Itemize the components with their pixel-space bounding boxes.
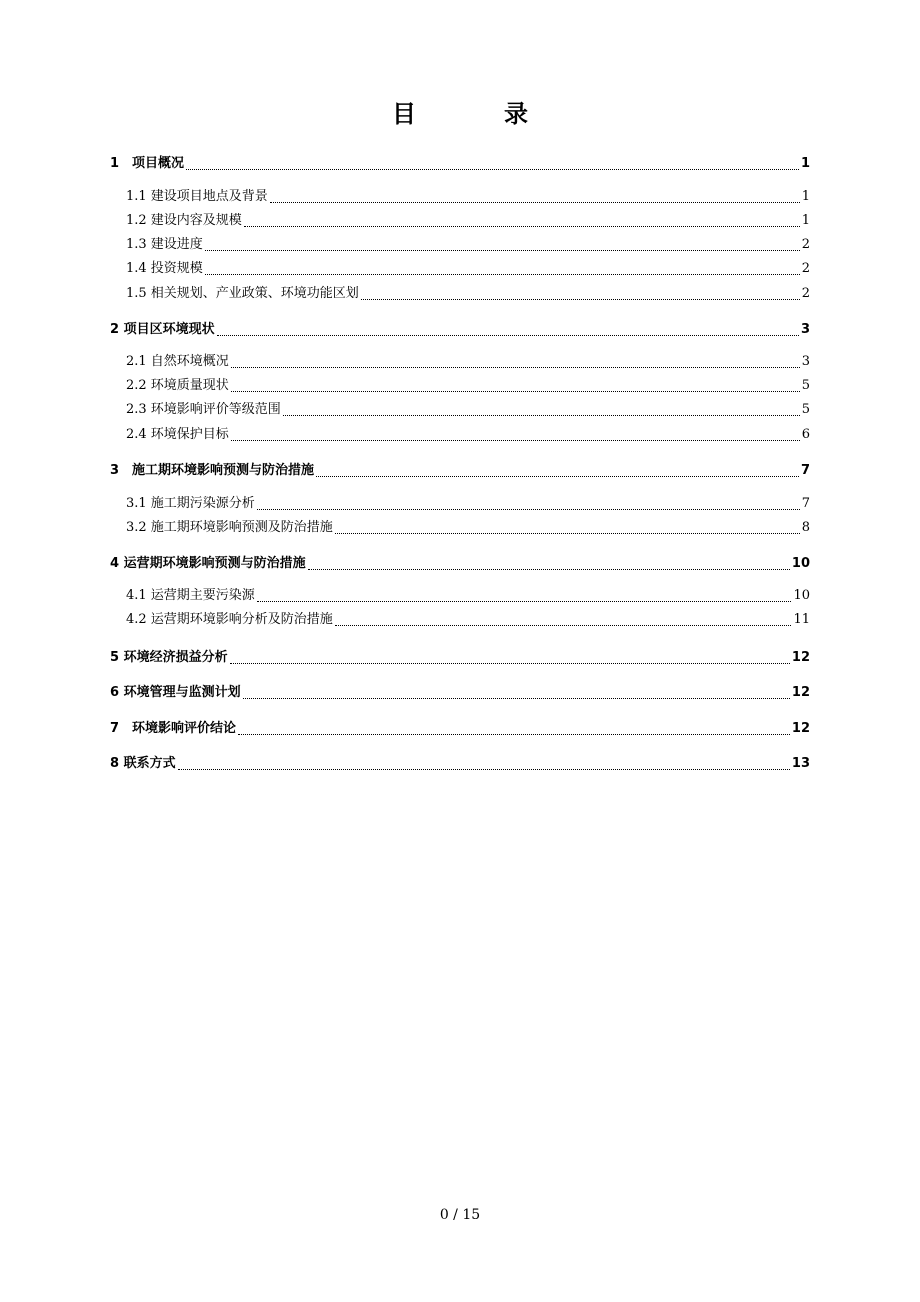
toc-entry-section[interactable] xyxy=(110,257,810,277)
toc-dot-leader xyxy=(186,159,799,170)
toc-entry-label: 4.2 运营期环境影响分析及防治措施 xyxy=(126,612,333,627)
toc-entry-page: 7 xyxy=(800,463,810,478)
toc-entry-label: 2.3 环境影响评价等级范围 xyxy=(126,402,281,417)
toc-dot-leader xyxy=(270,192,800,203)
toc-entry-page: 13 xyxy=(791,756,810,771)
toc-entry-page: 1 xyxy=(801,189,810,204)
toc-entry-page: 3 xyxy=(801,354,810,369)
toc-entry-page: 8 xyxy=(801,520,810,535)
toc-dot-leader xyxy=(231,381,800,392)
toc-entry-section[interactable] xyxy=(110,185,810,205)
toc-entry-label: 1.2 建设内容及规模 xyxy=(126,213,242,228)
toc-entry-chapter[interactable] xyxy=(110,717,810,737)
toc-entry-page: 2 xyxy=(801,261,810,276)
toc-entry-section[interactable] xyxy=(110,608,810,628)
toc-dot-leader xyxy=(283,405,800,416)
toc-entry-label: 1.4 投资规模 xyxy=(126,261,203,276)
toc-entry-page: 10 xyxy=(791,556,810,571)
toc-entry-label: 6 环境管理与监测计划 xyxy=(110,685,241,700)
toc-entry-chapter[interactable] xyxy=(110,152,810,172)
toc-entry-label: 1.3 建设进度 xyxy=(126,237,203,252)
toc-entry-page: 12 xyxy=(791,650,810,665)
toc-entry-section[interactable] xyxy=(110,350,810,370)
toc-entry-label: 3.1 施工期污染源分析 xyxy=(126,496,255,511)
toc-entry-section[interactable] xyxy=(110,492,810,512)
toc-entry-chapter[interactable] xyxy=(110,459,810,479)
toc-entry-label: 1.1 建设项目地点及背景 xyxy=(126,189,268,204)
toc-dot-leader xyxy=(205,240,800,251)
toc-dot-leader xyxy=(231,357,800,368)
toc-entry-section[interactable] xyxy=(110,282,810,302)
toc-dot-leader xyxy=(231,430,800,441)
toc-entry-page: 7 xyxy=(801,496,810,511)
toc-entry-section[interactable] xyxy=(110,398,810,418)
toc-entry-page: 12 xyxy=(791,721,810,736)
toc-entry-page: 1 xyxy=(801,213,810,228)
toc-entry-label: 3 施工期环境影响预测与防治措施 xyxy=(110,463,315,478)
toc-entry-page: 2 xyxy=(801,237,810,252)
toc-dot-leader xyxy=(308,559,790,570)
toc-entry-page: 6 xyxy=(801,427,810,442)
toc-entry-section[interactable] xyxy=(110,374,810,394)
toc-entry-page: 3 xyxy=(800,322,810,337)
toc-entry-page: 10 xyxy=(793,588,810,603)
toc-entry-page: 2 xyxy=(801,286,810,301)
toc-entry-section[interactable] xyxy=(110,233,810,253)
toc-dot-leader xyxy=(243,688,790,699)
toc-dot-leader xyxy=(257,591,792,602)
toc-entry-chapter[interactable] xyxy=(110,318,810,338)
toc-entry-page: 11 xyxy=(793,612,810,627)
toc-entry-chapter[interactable] xyxy=(110,681,810,701)
toc-entry-label: 2.2 环境质量现状 xyxy=(126,378,229,393)
toc-dot-leader xyxy=(361,289,800,300)
toc-entry-label: 7 环境影响评价结论 xyxy=(110,721,237,736)
toc-dot-leader xyxy=(178,759,790,770)
toc-entry-label: 5 环境经济损益分析 xyxy=(110,650,228,665)
page-title: 目 录 xyxy=(392,99,560,128)
toc-entry-page: 5 xyxy=(801,378,810,393)
toc-entry-chapter[interactable] xyxy=(110,552,810,572)
toc-dot-leader xyxy=(205,264,800,275)
toc-entry-page: 12 xyxy=(791,685,810,700)
toc-entry-chapter[interactable] xyxy=(110,752,810,772)
toc-entry-section[interactable] xyxy=(110,423,810,443)
toc-dot-leader xyxy=(217,325,799,336)
toc-entry-label: 2 项目区环境现状 xyxy=(110,322,215,337)
toc-entry-chapter[interactable] xyxy=(110,646,810,666)
toc-entry-label: 4 运营期环境影响预测与防治措施 xyxy=(110,556,306,571)
toc-entry-label: 3.2 施工期环境影响预测及防治措施 xyxy=(126,520,333,535)
toc-entry-section[interactable] xyxy=(110,584,810,604)
toc-dot-leader xyxy=(335,615,792,626)
toc-entry-label: 1.5 相关规划、产业政策、环境功能区划 xyxy=(126,286,359,301)
toc-entry-label: 2.4 环境保护目标 xyxy=(126,427,229,442)
toc-dot-leader xyxy=(230,653,790,664)
toc-dot-leader xyxy=(244,216,800,227)
toc-entry-label: 1 项目概况 xyxy=(110,156,185,171)
toc-entry-section[interactable] xyxy=(110,516,810,536)
toc-entry-label: 4.1 运营期主要污染源 xyxy=(126,588,255,603)
toc-entry-label: 2.1 自然环境概况 xyxy=(126,354,229,369)
toc-entry-section[interactable] xyxy=(110,209,810,229)
toc-dot-leader xyxy=(316,466,799,477)
toc-dot-leader xyxy=(257,499,800,510)
toc-dot-leader xyxy=(335,523,800,534)
toc-entry-page: 1 xyxy=(800,156,810,171)
page-number: 0 / 15 xyxy=(439,1207,481,1223)
toc-entry-label: 8 联系方式 xyxy=(110,756,176,771)
toc-entry-page: 5 xyxy=(801,402,810,417)
toc-dot-leader xyxy=(238,724,790,735)
